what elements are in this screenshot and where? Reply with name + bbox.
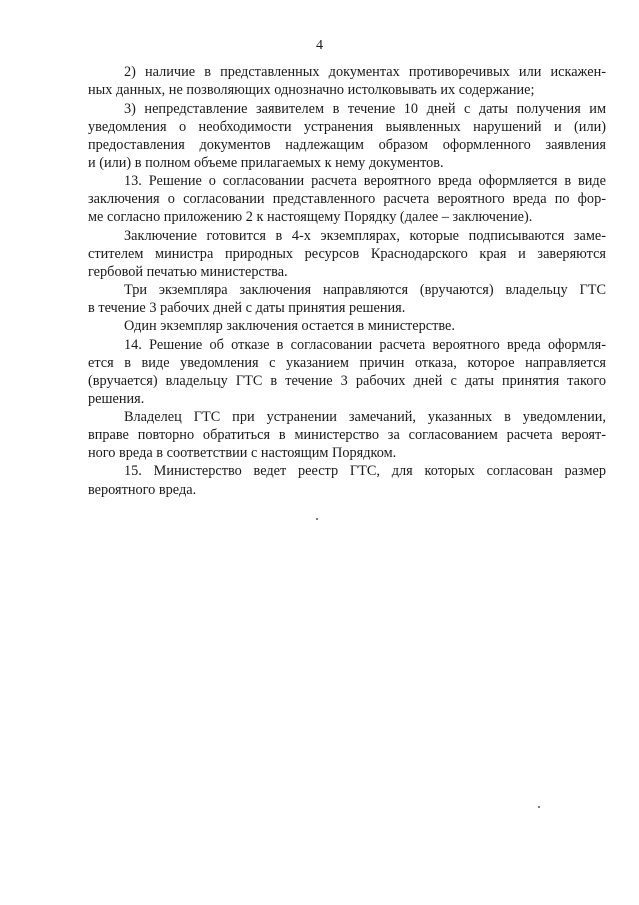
text-line: Заключение готовится в 4-х экземплярах, которые подписываются заме- — [124, 228, 606, 244]
page-number: 4 — [316, 38, 323, 53]
scan-speck — [316, 518, 318, 520]
text-line: 13. Решение о согласовании расчета вероятного вреда оформляется в виде — [124, 173, 606, 189]
scan-speck — [538, 806, 540, 808]
text-line: ме согласно приложению 2 к настоящему Порядку (далее – заключение). — [88, 209, 533, 225]
text-line: Три экземпляра заключения направляются (вручаются) владельцу ГТС — [124, 282, 606, 298]
text-line: вероятного вреда. — [88, 482, 197, 498]
text-line: и (или) в полном объеме прилагаемых к нему документов. — [88, 155, 444, 171]
text-line: стителем министра природных ресурсов Краснодарского края и заверяются — [88, 246, 606, 262]
text-line: гербовой печатью министерства. — [88, 264, 288, 280]
text-line: решения. — [88, 391, 145, 407]
text-line: 15. Министерство ведет реестр ГТС, для которых согласован размер — [124, 463, 606, 479]
text-line: (вручается) владельцу ГТС в течение 3 рабочих дней с даты принятия такого — [88, 373, 606, 389]
text-line: 14. Решение об отказе в согласовании расчета вероятного вреда оформля- — [124, 337, 606, 353]
text-line: уведомления о необходимости устранения выявленных нарушений и (или) — [88, 119, 606, 135]
text-line: вправе повторно обратиться в министерство за согласованием расчета вероят- — [88, 427, 606, 443]
text-line: 3) непредставление заявителем в течение 10 дней с даты получения им — [124, 101, 606, 117]
text-line: Один экземпляр заключения остается в министерстве. — [124, 318, 455, 334]
text-line: предоставления документов надлежащим образом оформленного заявления — [88, 137, 606, 153]
text-line: в течение 3 рабочих дней с даты принятия решения. — [88, 300, 406, 316]
text-line: заключения о согласовании представленного расчета вероятного вреда по фор- — [88, 191, 606, 207]
text-line: 2) наличие в представленных документах противоречивых или искажен- — [124, 64, 606, 80]
text-line: ного вреда в соответствии с настоящим Порядком. — [88, 445, 397, 461]
text-line: ных данных, не позволяющих однозначно истолковывать их содержание; — [88, 82, 535, 98]
text-line: ется в виде уведомления с указанием причин отказа, которое направляется — [88, 355, 606, 371]
text-line: Владелец ГТС при устранении замечаний, указанных в уведомлении, — [124, 409, 606, 425]
